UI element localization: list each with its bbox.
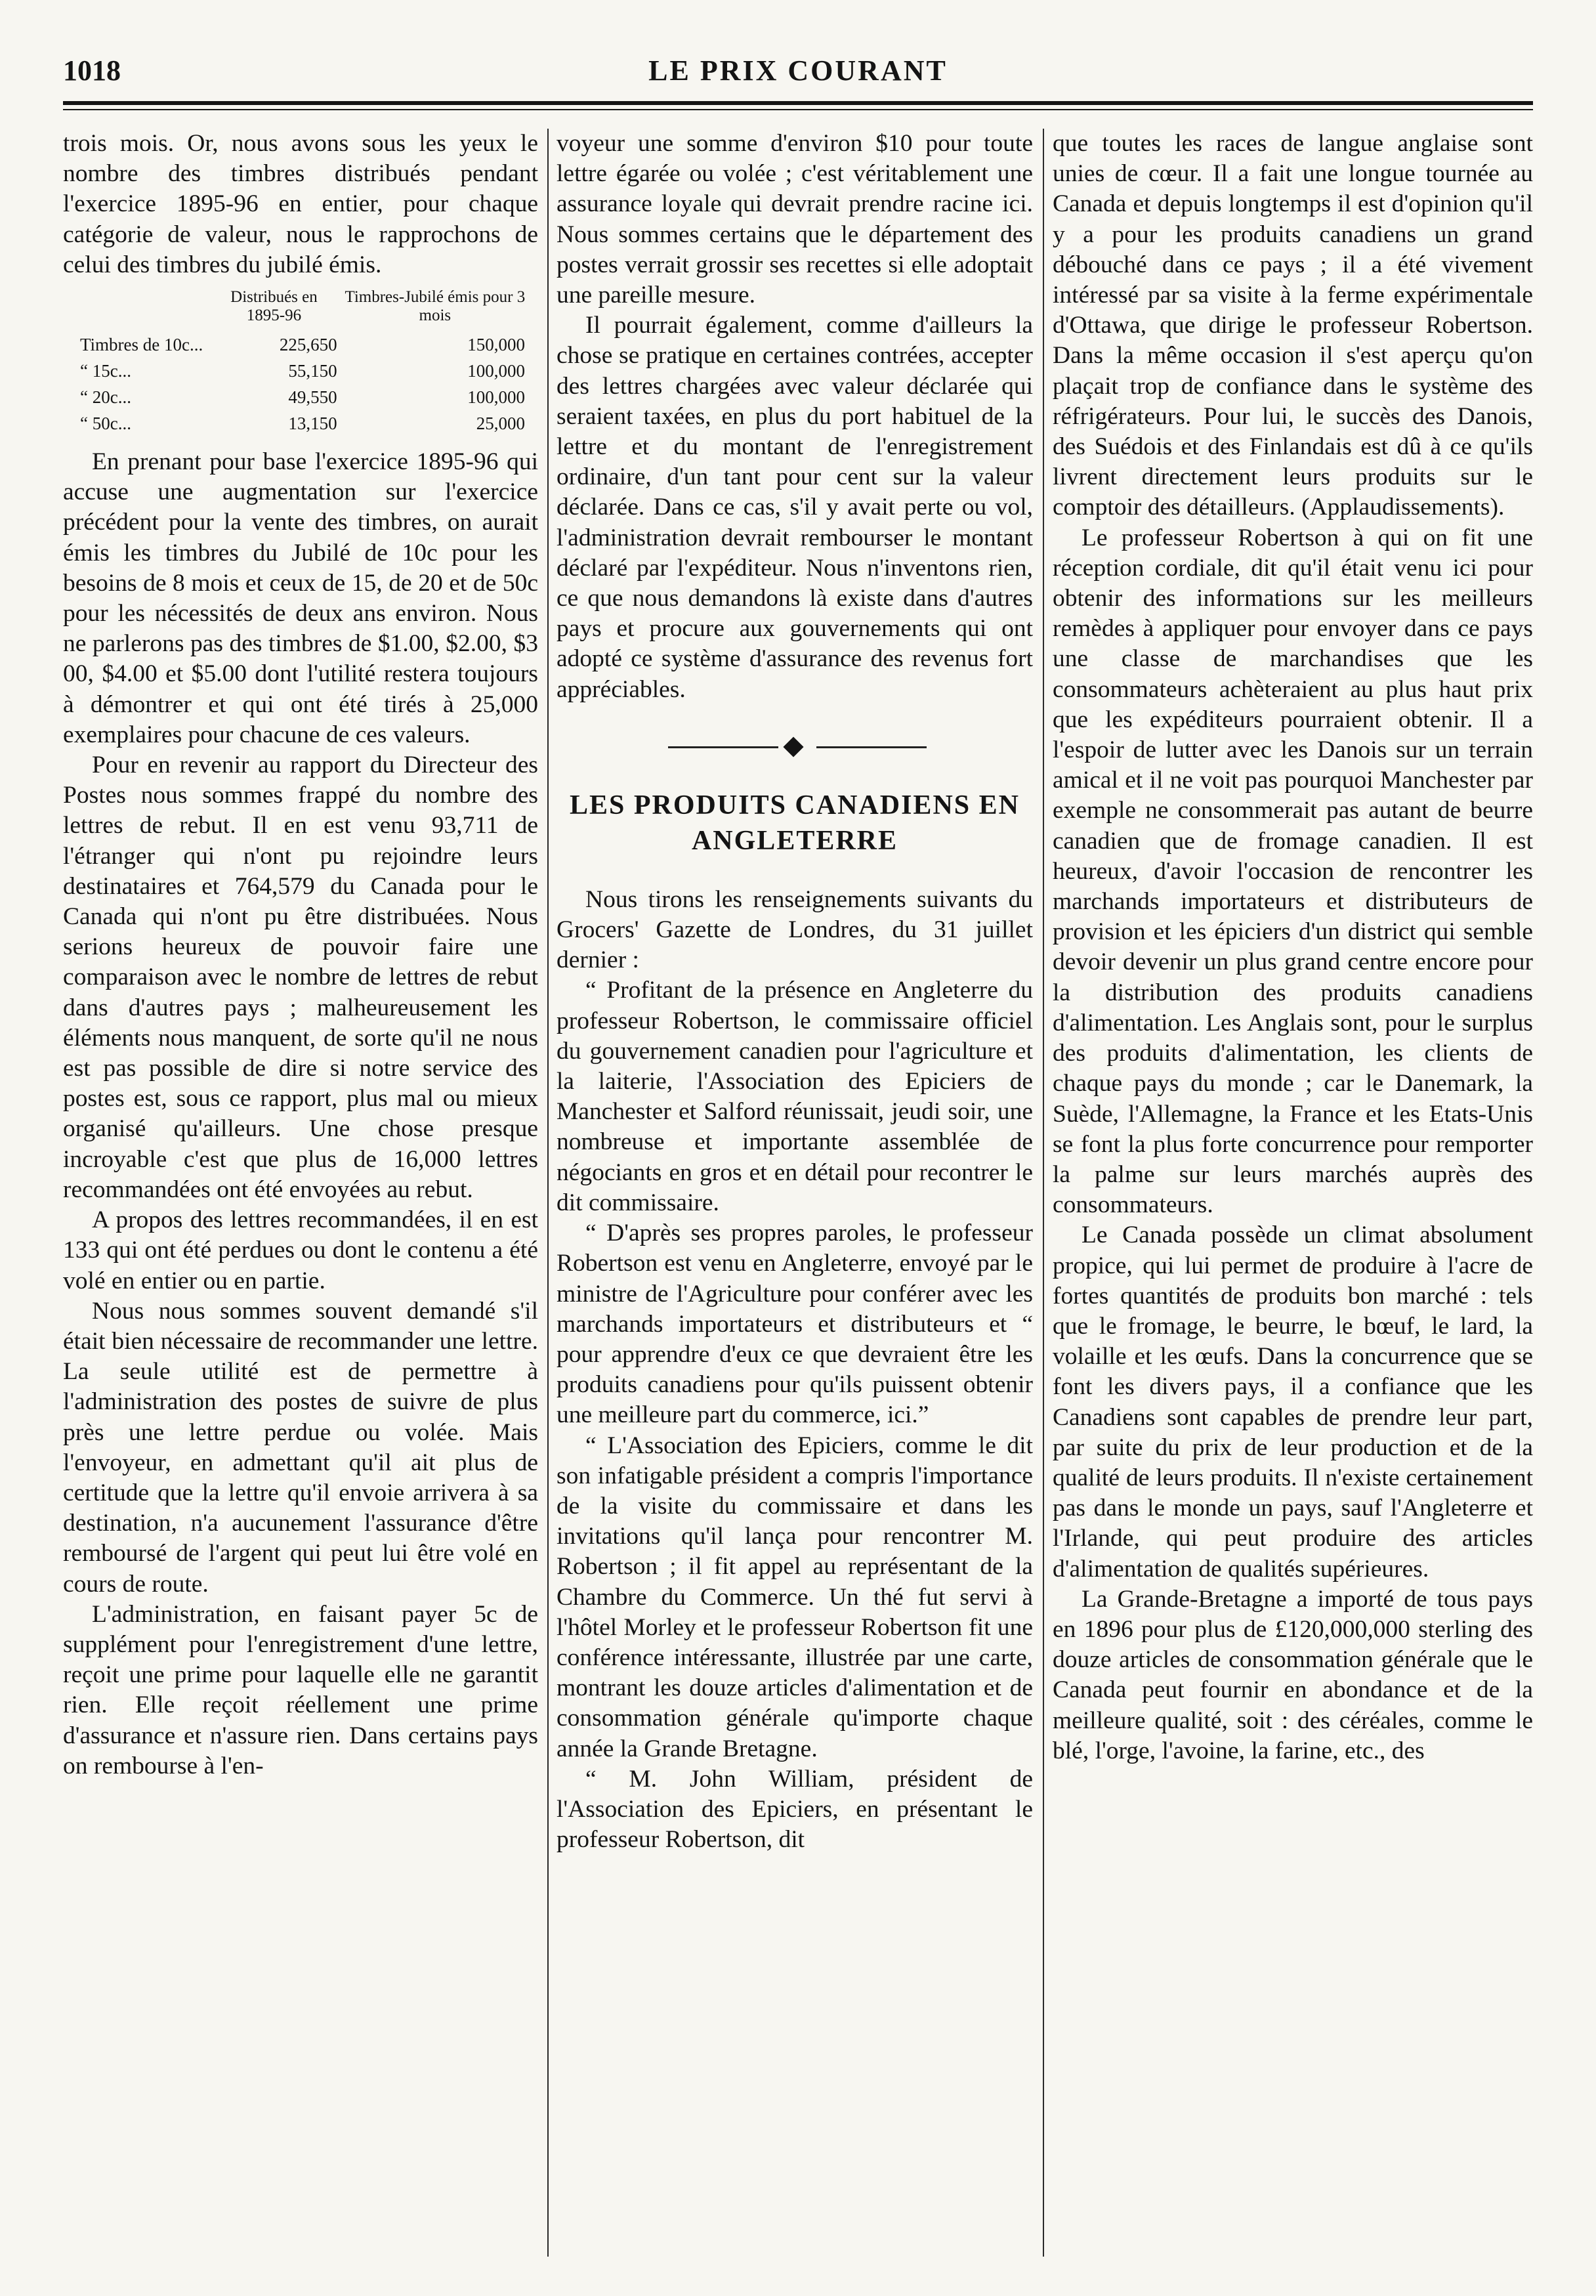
table-cell-distribues: 49,550 [288, 387, 337, 408]
running-head [63, 51, 1533, 97]
section-divider-ornament [556, 725, 1033, 771]
paragraph: Nous tirons les renseignements suivants du Grocers' Gazette de Londres, du 31 juillet dernier : [556, 885, 1033, 974]
publication-title: LE PRIX COURANT [648, 54, 948, 87]
paragraph: Il pourrait également, comme d'ailleurs la chose se pratique en certaines contrées, accepter des lettres chargées avec valeur déclarée qui seraient taxées, en plus du port habituel de la lettre et du montant de l'enregistrement ordinaire, d'un tant pour cent sur la valeur déclarée. Dans ce cas, s'il y avait perte ou vol, l'administration devrait rembourser le montant déclaré par l'expéditeur. Nous n'inventons rien, ce que nous demandons là existe dans d'autres pays et procure aux gouvernements qui ont adopté ce système d'assurance des revenus fort appréciables. [556, 312, 1033, 703]
table-cell-jubile: 25,000 [476, 414, 525, 434]
table-row [76, 358, 529, 384]
table-cell-distribues: 13,150 [288, 414, 337, 434]
table-cell-distribues: 55,150 [288, 361, 337, 381]
divider-line [668, 746, 778, 748]
table-cell-label: Timbres de 10c... [80, 335, 203, 355]
column-separator [1043, 129, 1044, 2257]
table-cell-label: “ 50c... [80, 414, 131, 434]
paragraph: Pour en revenir au rapport du Directeur des Postes nous sommes frappé du nombre des lettres de rebut. Il en est venu 93,711 de l'étranger qui n'ont pu rejoindre leurs destinataires et 764,579 du Canada pour le Canada qui n'ont pu être distribuées. Nous serions heureux de pouvoir faire une comparaison avec le nombre de lettres de rebut dans d'autres pays ; malheureusement les éléments nous manquent, de sorte qu'il ne nous est pas possible de dire si notre service des postes est, sous ce rapport, plus mal ou mieux organisé qu'ailleurs. Une chose presque incroyable c'est que plus de 16,000 lettres recommandées ont été envoyées au rebut. [63, 752, 538, 1203]
paragraph: Nous nous sommes souvent demandé s'il était bien nécessaire de recommander une lettre. La seule utilité est de permettre à l'administration des postes de suivre de plus près une lettre perdue ou volée. Mais l'envoyeur, en admettant qu'il ait plus de certitude que la lettre qu'il envoie arrivera à sa destination, n'a aucunement l'assurance d'être remboursé de l'argent qui peut lui être volé en cours de route. [63, 1297, 538, 1598]
divider-line [816, 746, 927, 748]
paragraph: que toutes les races de langue anglaise sont unies de cœur. Il a fait une longue tournée au Canada et depuis longtemps il est d'opinion qu'il y a pour les produits canadiens un grand débouché dans ce pays ; il a été vivement intéressé par sa visite à la ferme expérimentale d'Ottawa, que dirige le professeur Robertson. Dans la même occasion il s'est aperçu qu'on plaçait trop de confiance dans le système des réfrigérateurs. Pour lui, le succès des Danois, des Suédois et des Finlandais est dû à ce qu'ils livrent directement leurs produits sur le comptoir des détailleurs. (Applaudissements). [1053, 130, 1533, 521]
paragraph: La Grande-Bretagne a importé de tous pays en 1896 pour plus de £120,000,000 sterling des douze articles de consommation générale que le Canada peut fournir en abondance et de la meilleure qualité, soit : des céréales, comme le blé, l'orge, l'avoine, la farine, etc., des [1053, 1585, 1533, 1764]
stamp-table [76, 288, 529, 436]
paragraph: “ Profitant de la présence en Angleterre du professeur Robertson, le commissaire officiel du gouvernement canadien pour l'agriculture et la laiterie, l'Association des Epiciers de Manchester et Salford réunissait, jeudi soir, une nombreuse et importante assemblée de négociants en gros et en détail pour recontrer le dit commissaire. [556, 977, 1033, 1216]
paragraph: En prenant pour base l'exercice 1895-96 qui accuse une augmentation sur l'exercice précédent pour la vente des timbres, on aurait émis les timbres du Jubilé de 10c pour les besoins de 8 mois et ceux de 15, de 20 et de 50c pour les nécessités de deux ans environ. Nous ne parlerons pas des timbres de $1.00, $2.00, $3 00, $4.00 et $5.00 dont l'utilité restera toujours à démontrer et qui ont été tirés à 25,000 exemplaires pour chacune de ces valeurs. [63, 448, 538, 748]
header-rule-thin [63, 109, 1533, 110]
header-rule-thick [63, 101, 1533, 105]
table-cell-jubile: 100,000 [467, 361, 525, 381]
paragraph: A propos des lettres recommandées, il en est 133 qui ont été perdues ou dont le contenu a été volé en entier ou en partie. [63, 1206, 538, 1294]
table-row [76, 410, 529, 436]
table-cell-label: “ 20c... [80, 387, 131, 408]
column-3 [1053, 129, 1533, 2270]
table-header-row [76, 288, 529, 331]
column-separator [547, 129, 549, 2257]
paragraph: Le Canada possède un climat absolument propice, qui lui permet de produire à l'acre de fortes quantités de produits bon marché : tels que le fromage, le beurre, le bœuf, le lard, la volaille et les œufs. Dans la concurrence que se font les divers pays, il a confiance que les Canadiens sont capables de prendre leur part, par suite du prix de leur production et de la qualité de leurs produits. Il n'existe certainement pas dans le monde un pays, sauf l'Angleterre et l'Irlande, qui peut produire des articles d'alimentation de qualités supérieures. [1053, 1222, 1533, 1583]
table-header-jubile: Timbres-Jubilé émis pour 3 mois [345, 288, 526, 325]
paragraph: voyeur une somme d'environ $10 pour toute lettre égarée ou volée ; c'est véritablement une assurance loyale qui devrait prendre racine ici. Nous sommes certains que le département des postes verrait grossir ses recettes si elle adoptait une pareille mesure. [556, 130, 1033, 309]
paragraph: Le professeur Robertson à qui on fit une réception cordiale, dit qu'il était venu ici pour obtenir des informations sur les meilleurs remèdes à appliquer pour envoyer dans ce pays une classe de marchandises que les consommateurs achèteraient au plus haut prix que les expéditeurs pourraient obtenir. Il a l'espoir de lutter avec les Danois sur un terrain amical et il ne voit pas pourquoi Manchester par exemple ne consommerait pas autant de beurre canadien que de fromage canadien. Il est heureux, d'avoir l'occasion de rencontrer les marchands importateurs et distributeurs de provision et les épiciers d'un district qui semble devoir devenir un plus grand centre encore pour la distribution des produits canadiens d'alimentation. Les Anglais sont, pour le surplus des produits d'alimentation, les clients de chaque pays du monde ; car le Danemark, la Suède, l'Allemagne, la France et les Etats-Unis se font la plus forte concurrence pour remporter la palme sur leurs marchés auprès des consommateurs. [1053, 524, 1533, 1219]
section-heading: LES PRODUITS CANADIENS EN ANGLETERRE [570, 790, 1020, 856]
table-row [76, 384, 529, 410]
paragraph: “ L'Association des Epiciers, comme le dit son infatigable président a compris l'importance de la visite du commissaire et dans les invitations qu'il lança pour rencontrer M. Robertson ; il fit appel au représentant de la Chambre du Commerce. Un thé fut servi à l'hôtel Morley et le professeur Robertson fit une conférence intéressante, illustrée par une carte, montrant les douze articles d'alimentation et de consommation générale qu'importe chaque année la Grande Bretagne. [556, 1432, 1033, 1762]
table-row [76, 331, 529, 358]
table-header-blank [76, 288, 207, 331]
paragraph: trois mois. Or, nous avons sous les yeux le nombre des timbres distribués pendant l'exercice 1895-96 en entier, pour chaque catégorie de valeur, nous le rapprochons de celui des timbres du jubilé émis. [63, 130, 538, 278]
page-number: 1018 [63, 54, 121, 87]
table-cell-label: “ 15c... [80, 361, 131, 381]
table-cell-jubile: 150,000 [467, 335, 525, 355]
diamond-icon [783, 736, 803, 757]
paragraph: “ M. John William, président de l'Association des Epiciers, en présentant le professeur Robertson, dit [556, 1765, 1033, 1854]
paragraph: “ D'après ses propres paroles, le professeur Robertson est venu en Angleterre, envoyé par le ministre de l'Agriculture pour conférer avec les marchands importateurs et distributeurs et “ pour apprendre d'eux ce que devraient être les produits canadiens pour qu'ils puissent obtenir une meilleure part du commerce, ici.” [556, 1220, 1033, 1429]
column-1 [63, 129, 538, 2270]
table-cell-distribues: 225,650 [279, 335, 337, 355]
column-2 [556, 129, 1033, 2270]
table-header-distribues: Distribués en 1895-96 [230, 288, 318, 325]
paragraph: L'administration, en faisant payer 5c de supplément pour l'enregistrement d'une lettre, reçoit une prime pour laquelle elle ne garantit rien. Elle reçoit réellement une prime d'assurance et n'assure rien. Dans certains pays on rembourse à l'en- [63, 1600, 538, 1779]
table-cell-jubile: 100,000 [467, 387, 525, 408]
